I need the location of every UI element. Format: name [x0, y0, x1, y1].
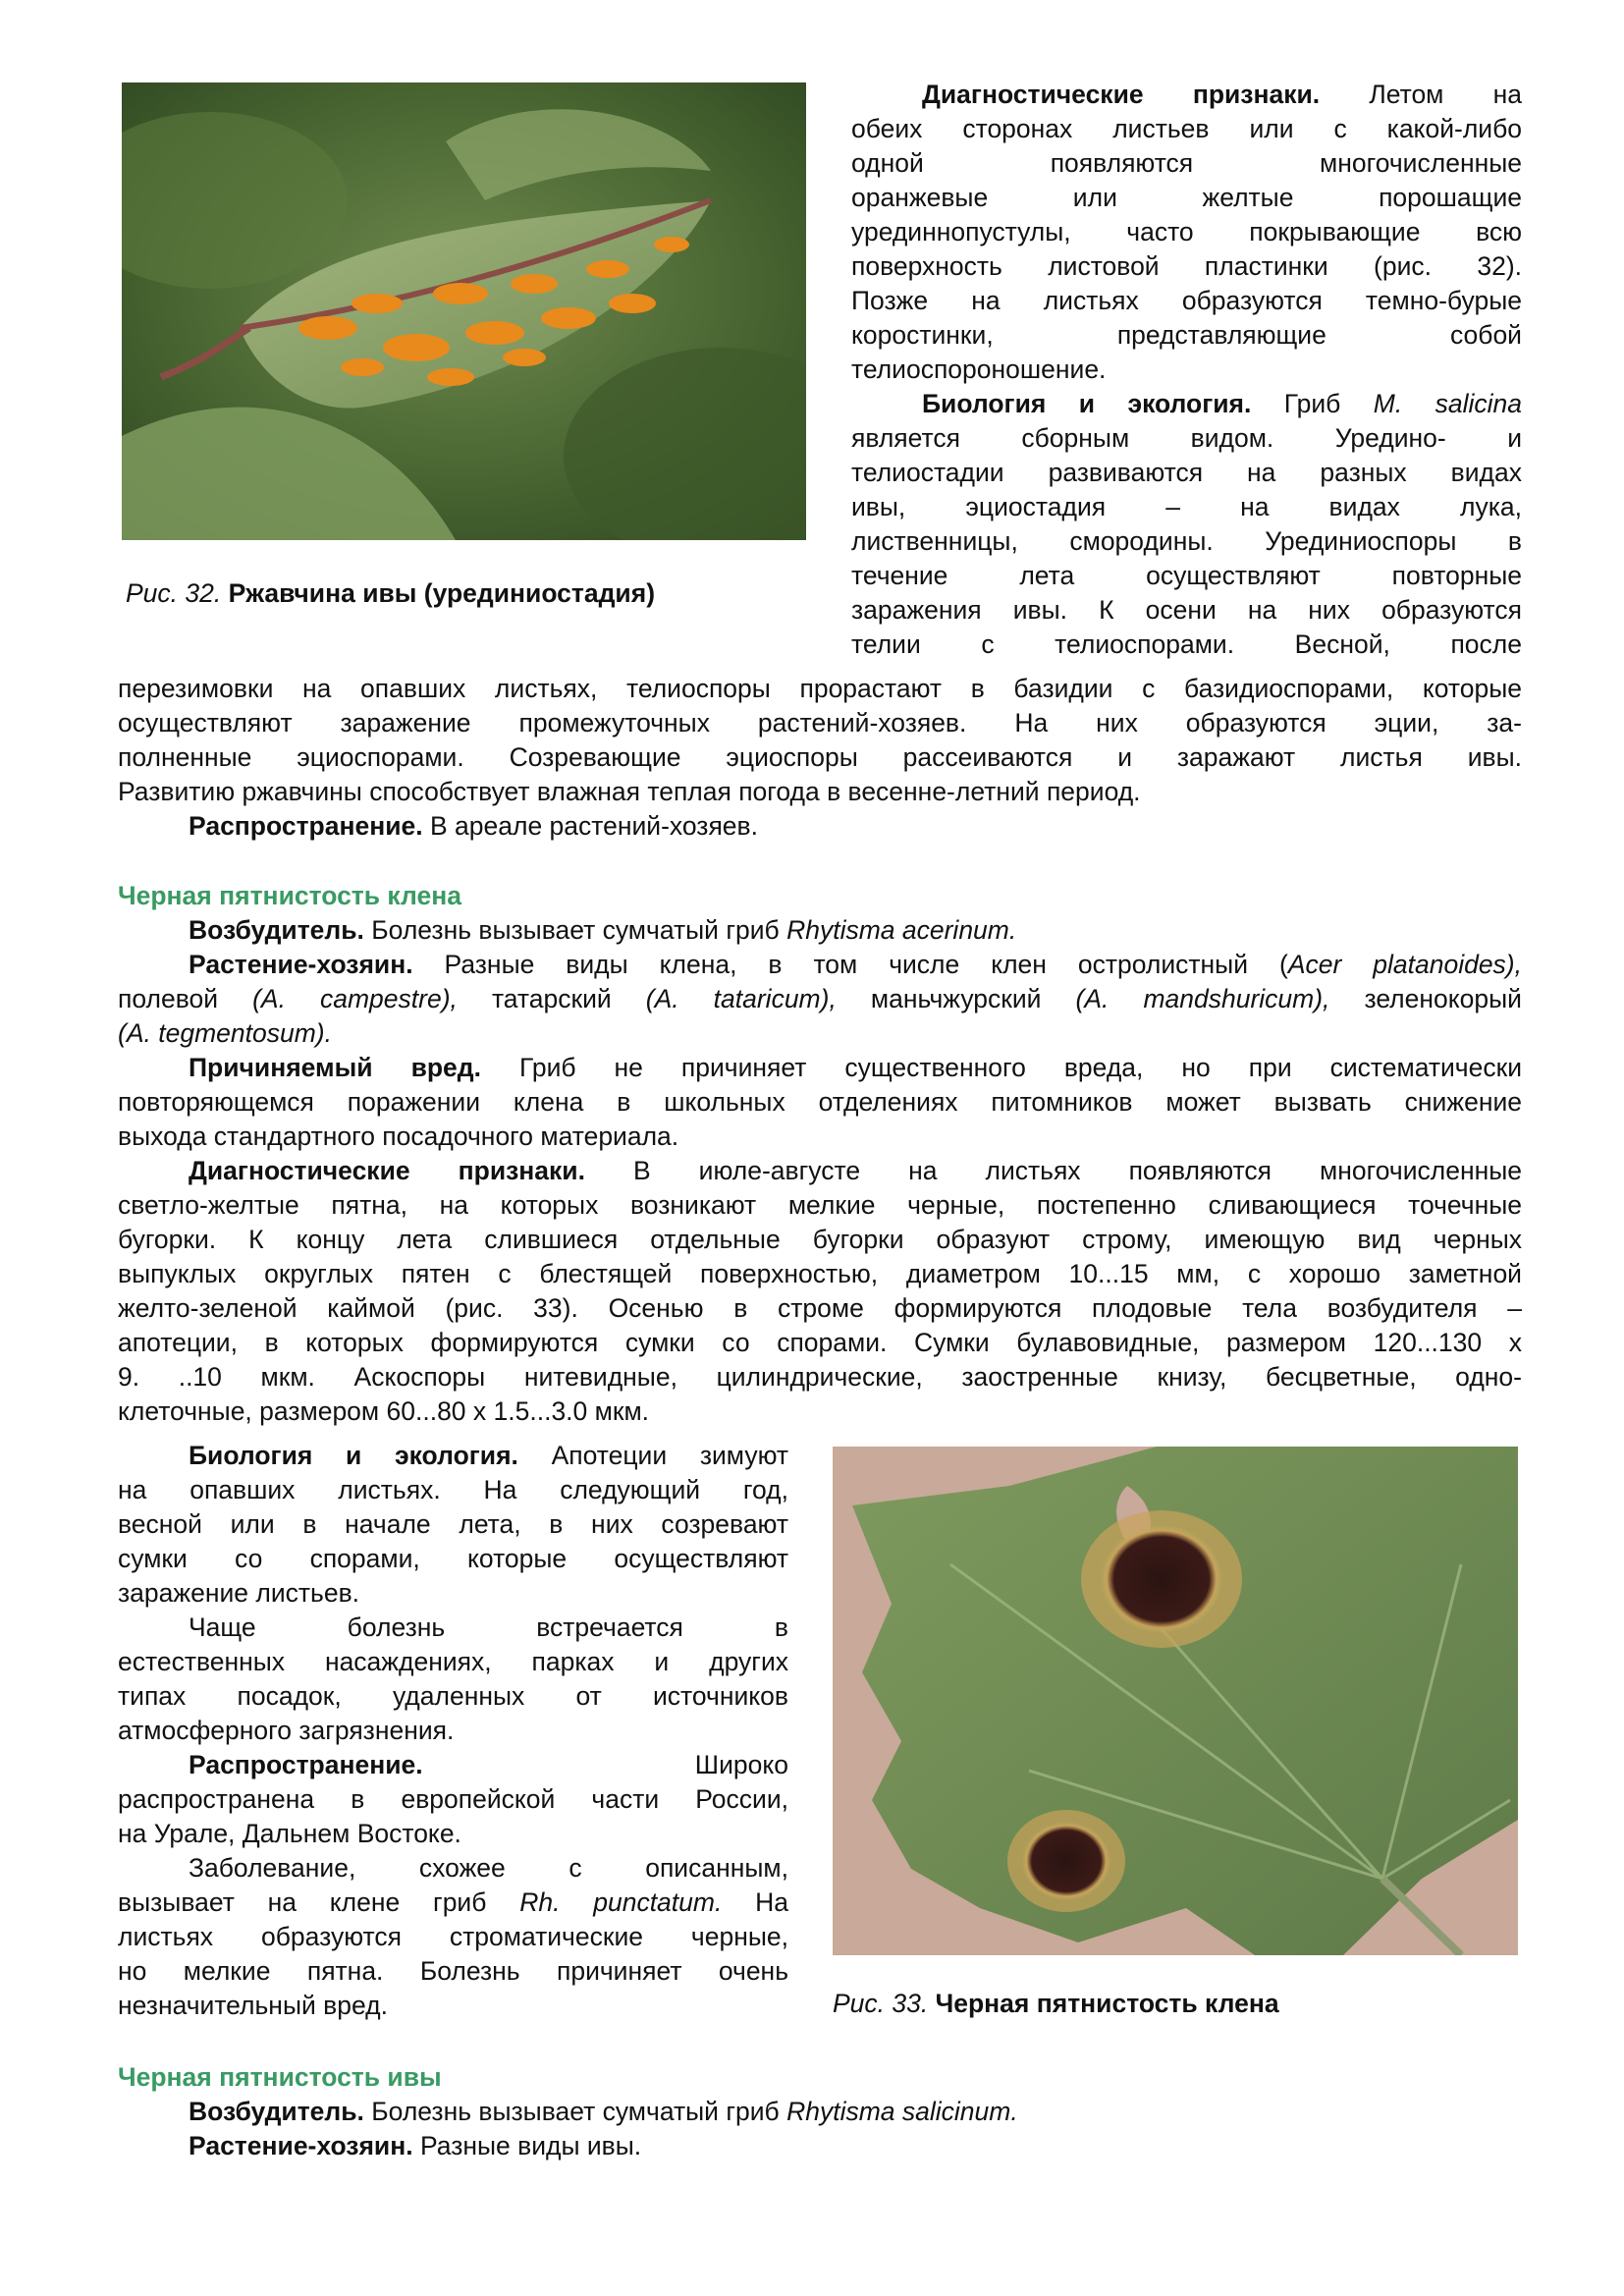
maple-tar-spot-illustration: [833, 1447, 1518, 1955]
similar-line-1: вызывает на клене гриб Rh. punctatum. На: [118, 1887, 788, 1917]
often-line-1: естественных насаждениях, парках и других: [118, 1647, 788, 1676]
harm-line-2: выхода стандартного посадочного материала.: [118, 1121, 679, 1151]
section-heading-maple: Черная пятнистость клена: [118, 881, 461, 910]
diag-line-1: обеих сторонах листьев или с какой-либо: [851, 114, 1522, 143]
similar-line-3: но мелкие пятна. Болезнь причиняет очень: [118, 1956, 788, 1986]
similar-line-0: Заболевание, схожее с описанным,: [189, 1853, 788, 1883]
full-line-0: перезимовки на опавших листьях, телиоспоры прорастают в базидии с базидиоспорами, которые: [118, 674, 1522, 703]
host-line-1: полевой (A. campestre), татарский (A. tataricum), маньчжурский (A. mandshuricum), зеленокорый: [118, 984, 1522, 1013]
diag2-line-4: желто-зеленой каймой (рис. 33). Осенью в строме формируются плодовые тела возбудителя –: [118, 1293, 1522, 1323]
bio-label: Биология и экология.: [922, 389, 1252, 418]
bio2-line-2: весной или в начале лета, в них созревают: [118, 1509, 788, 1539]
diag-line-6: Позже на листьях образуются темно-бурые: [851, 286, 1522, 315]
diag-label: Диагностические признаки.: [922, 80, 1321, 109]
diag-line-7: коростинки, представляющие собой: [851, 320, 1522, 350]
diag-line-5: поверхность листовой пластинки (рис. 32).: [851, 251, 1522, 281]
figure-32-number: Рис. 32.: [126, 578, 222, 608]
diag2-line-5: апотеции, в которых формируются сумки со спорами. Сумки булавовидные, размером 120...130 х: [118, 1328, 1522, 1357]
diag-line-3: оранжевые или желтые порошащие: [851, 183, 1522, 212]
often-line-3: атмосферного загрязнения.: [118, 1716, 455, 1745]
figure-33-photo: [833, 1447, 1518, 1955]
bio2-line-3: сумки со спорами, которые осуществляют: [118, 1544, 788, 1573]
similar-line-4: незначительный вред.: [118, 1991, 388, 2020]
full-line-2: полненные эциоспорами. Созревающие эциоспоры рассеиваются и заражают листья ивы.: [118, 742, 1522, 772]
diag2-line-6: 9. ..10 мкм. Аскоспоры нитевидные, цилиндрические, заостренные книзу, бесцветные, одно-: [118, 1362, 1522, 1392]
bio-line-1: является сборным видом. Уредино- и: [851, 423, 1522, 453]
bottom-left-column: [118, 1439, 788, 2023]
figure-32-photo: [122, 82, 806, 540]
diag-line-8: телиоспороношение.: [851, 355, 1107, 384]
spread2-line-2: на Урале, Дальнем Востоке.: [118, 1819, 461, 1848]
full-line-3: Развитию ржавчины способствует влажная теплая погода в весенне-летний период.: [118, 777, 1141, 806]
bio-line-0: Биология и экология. Гриб M. salicina: [922, 389, 1522, 418]
figure-33-number: Рис. 33.: [833, 1989, 929, 2018]
spread-paragraph: Распространение. В ареале растений-хозяев.: [189, 811, 758, 841]
diag2-line-0: Диагностические признаки. В июле-августе на листьях появляются многочисленные: [189, 1156, 1523, 1185]
bio-line-4: лиственницы, смородины. Урединиоспоры в: [851, 526, 1522, 556]
diag2-line-3: выпуклых округлых пятен с блестящей поверхностью, диаметром 10...15 мм, с хорошо заметной: [118, 1259, 1522, 1288]
diag2-line-1: светло-желтые пятна, на которых возникают мелкие черные, постепенно сливающиеся точечные: [118, 1190, 1522, 1220]
section-willow: [118, 2060, 1522, 2163]
section-maple: [118, 879, 1522, 1429]
agent-paragraph: Возбудитель. Болезнь вызывает сумчатый гриб Rhytisma acerinum.: [189, 915, 1017, 945]
bio2-line-1: на опавших листьях. На следующий год,: [118, 1475, 788, 1504]
similar-line-2: листьях образуются строматические черные,: [118, 1922, 788, 1951]
figure-33-caption: [833, 1987, 1279, 2021]
bio-line-2: телиостадии развиваются на разных видах: [851, 458, 1522, 487]
bio-line-6: заражения ивы. К осени на них образуются: [851, 595, 1522, 625]
figure-32-caption: [126, 576, 655, 611]
bio-line-3: ивы, эциостадия – на видах лука,: [851, 492, 1522, 521]
willow-rust-illustration: [122, 82, 806, 540]
diag-line-4: урединнопустулы, часто покрывающие всю: [851, 217, 1522, 246]
agent2-paragraph: Возбудитель. Болезнь вызывает сумчатый гриб Rhytisma salicinum.: [189, 2097, 1018, 2126]
figure-33-title: Черная пятнистость клена: [935, 1989, 1279, 2018]
full-line-1: осуществляют заражение промежуточных растений-хозяев. На них образуются эции, за-: [118, 708, 1522, 738]
often-line-2: типах посадок, удаленных от источников: [118, 1681, 788, 1711]
diag-line-0: Диагностические признаки. Летом на: [922, 80, 1522, 109]
bio2-line-0: Биология и экология. Апотеции зимуют: [189, 1441, 789, 1470]
spread2-line-1: распространена в европейской части России,: [118, 1784, 788, 1814]
harm-line-0: Причиняемый вред. Гриб не причиняет существенного вреда, но при систематически: [189, 1053, 1522, 1082]
section-heading-willow: Черная пятнистость ивы: [118, 2062, 442, 2092]
diag2-line-7: клеточные, размером 60...80 х 1.5...3.0 мкм.: [118, 1396, 650, 1426]
spread2-line-0: Распространение. Широко: [189, 1750, 788, 1779]
often-line-0: Чаще болезнь встречается в: [189, 1613, 788, 1642]
diag2-line-2: бугорки. К концу лета слившиеся отдельные бугорки образуют строму, имеющую вид черных: [118, 1225, 1522, 1254]
bio2-line-4: заражение листьев.: [118, 1578, 360, 1608]
bio-line-7: телии с телиоспорами. Весной, после: [851, 629, 1522, 659]
bio-line-5: течение лета осуществляют повторные: [851, 561, 1522, 590]
full-width-block: [118, 672, 1522, 844]
harm-line-1: повторяющемся поражении клена в школьных отделениях питомников может вызвать снижение: [118, 1087, 1522, 1117]
diag-line-2: одной появляются многочисленные: [851, 148, 1522, 178]
host2-paragraph: Растение-хозяин. Разные виды ивы.: [189, 2131, 642, 2160]
host-line-2: (A. tegmentosum).: [118, 1018, 332, 1048]
host-line-0: Растение-хозяин. Разные виды клена, в том числе клен остролистный (Acer platanoides),: [189, 950, 1522, 979]
top-right-column: [851, 78, 1522, 662]
figure-32-title: Ржавчина ивы (урединиостадия): [228, 578, 656, 608]
